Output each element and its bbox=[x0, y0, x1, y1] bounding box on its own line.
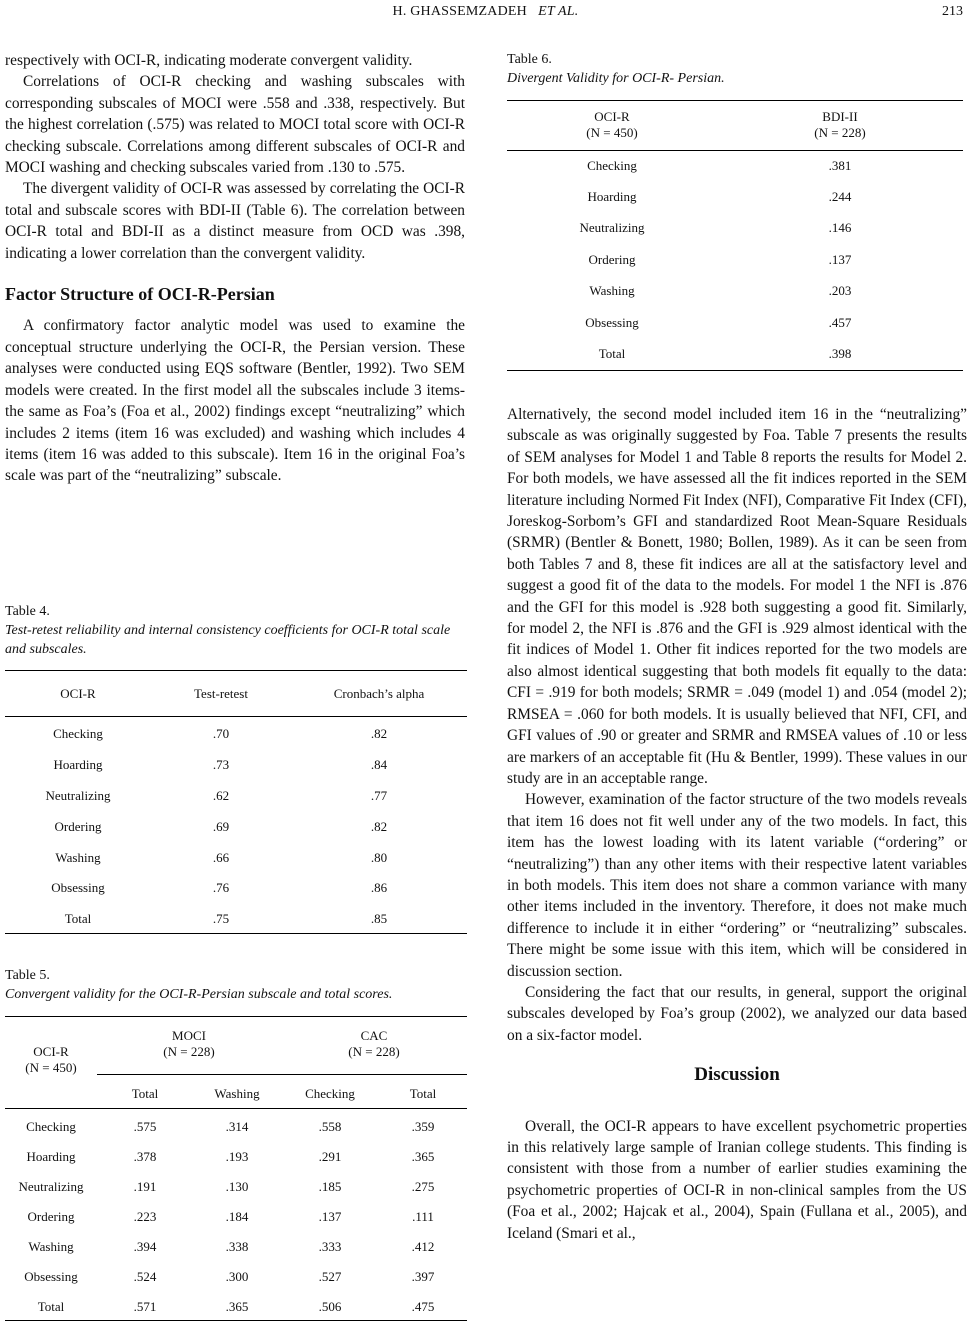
table4-header-cell: Test-retest bbox=[194, 685, 248, 701]
running-header bbox=[0, 0, 971, 24]
table5-caption bbox=[5, 966, 465, 1004]
table5-row bbox=[5, 1262, 467, 1292]
table4-row bbox=[5, 904, 467, 935]
table4-cell: .80 bbox=[370, 849, 388, 865]
table5-cell: .338 bbox=[225, 1239, 249, 1254]
left-paragraph-1: respectively with OCI-R, indicating moderate convergent validity. bbox=[5, 52, 413, 69]
table5-cell: Obsessing bbox=[24, 1269, 78, 1284]
table4-cell: Total bbox=[64, 911, 92, 927]
table4-cell: Ordering bbox=[54, 818, 102, 834]
table5-cell: .524 bbox=[133, 1269, 157, 1284]
section-heading-discussion: Discussion bbox=[694, 1064, 780, 1086]
section-heading-factor-structure: Factor Structure of OCI-R-Persian bbox=[5, 284, 275, 305]
table6-label: Table 6. bbox=[507, 52, 552, 67]
table6-cell: Obsessing bbox=[585, 314, 639, 330]
table4-row bbox=[5, 873, 467, 904]
table4-cell: Obsessing bbox=[51, 880, 105, 896]
table4-header-row bbox=[5, 676, 467, 711]
table5-cell: .575 bbox=[133, 1119, 157, 1134]
table5-cell: .291 bbox=[318, 1149, 342, 1164]
table4-bottom-rule bbox=[5, 933, 467, 934]
table4-caption bbox=[5, 602, 465, 659]
table5-cell: .506 bbox=[318, 1299, 342, 1314]
table4-header-cell: OCI-R bbox=[60, 685, 96, 701]
table6-row bbox=[507, 244, 963, 275]
table6-cell: Neutralizing bbox=[579, 220, 645, 236]
table4-cell: .82 bbox=[370, 818, 388, 834]
table5-cell: .527 bbox=[318, 1269, 342, 1284]
table6-top-rule bbox=[507, 100, 963, 101]
table4-row bbox=[5, 781, 467, 812]
table5-cell: .300 bbox=[225, 1269, 249, 1284]
right-paragraph-2: However, examination of the factor structure of the two models reveals that item 16 does not fit well under any of the two models. In fact, this item has the lowest loading with its latent variable (“ordering” or “neutralizing”) than any other items with their respective latent variables in both models. This item does not share a common variance with many other items included in the inventory. Therefore, it does not make much difference to include it in either “ordering” or “neutralizing” subscales. There might be some issue with this item, which will be considered in discussion section. bbox=[507, 791, 967, 980]
table6-cell: .398 bbox=[828, 346, 852, 362]
table5-subheader bbox=[97, 1080, 467, 1108]
table5-cell: .412 bbox=[411, 1239, 435, 1254]
page-number: 213 bbox=[942, 4, 963, 19]
table5-row bbox=[5, 1292, 467, 1322]
table4-cell: Checking bbox=[53, 726, 103, 742]
table5-subheader-row bbox=[97, 1080, 467, 1108]
table5-title: Convergent validity for the OCI-R-Persian subscale and total scores. bbox=[5, 987, 393, 1002]
table5-cell: .558 bbox=[318, 1119, 342, 1134]
table4-cell: .82 bbox=[370, 726, 388, 742]
table4-cell: .70 bbox=[212, 726, 230, 742]
table5-row bbox=[5, 1172, 467, 1202]
table4-cell: Hoarding bbox=[53, 757, 103, 773]
table4-top-rule bbox=[5, 670, 467, 671]
table5-cell: .365 bbox=[411, 1149, 435, 1164]
table4-cell: .85 bbox=[370, 911, 388, 927]
table6-header-bdi: BDI-II (N = 228) bbox=[814, 109, 866, 140]
running-head: H. GHASSEMZADEH ET AL. bbox=[392, 4, 579, 19]
table5-top-rule bbox=[5, 1016, 467, 1017]
table5-row bbox=[5, 1232, 467, 1262]
table5-cell: .137 bbox=[318, 1209, 342, 1224]
left-column-text bbox=[5, 50, 465, 487]
table5-cell: .571 bbox=[133, 1299, 157, 1314]
table6-caption bbox=[507, 50, 967, 88]
left-paragraph-2: Correlations of OCI-R checking and washing subscales with corresponding subscales of MOCI were .558 and .338, respectively. But the highest correlation (.575) was related to MOCI total score with OCI-R checking subscale. Correlations among different subscales of OCI-R and MOCI washing and checking subscales varied from .130 to .575. bbox=[5, 73, 465, 177]
table5 bbox=[5, 1112, 467, 1322]
table6-cell: Total bbox=[598, 346, 626, 362]
table5-group-moci: MOCI (N = 228) bbox=[163, 1028, 215, 1059]
table6-row bbox=[507, 307, 963, 338]
table5-subheader-cell: Total bbox=[131, 1086, 159, 1101]
table5-cell: .184 bbox=[225, 1209, 249, 1224]
table4-row bbox=[5, 719, 467, 750]
table5-cell: .378 bbox=[133, 1149, 157, 1164]
table6-row bbox=[507, 213, 963, 244]
table5-subheader-cell: Checking bbox=[305, 1086, 355, 1101]
table4-cell: .69 bbox=[212, 818, 230, 834]
table4-cell: .84 bbox=[370, 757, 388, 773]
table5-cell: Checking bbox=[26, 1119, 76, 1134]
table5-cell: Total bbox=[37, 1299, 65, 1314]
table6 bbox=[507, 150, 963, 370]
right-paragraph-1: Alternatively, the second model included item 16 in the “neutralizing” subscale as was originally suggested by Foa. Table 7 presents the results of SEM analyses for Model 1 and Table 8 reports the results for Model 2. For both models, we have assessed all the fit indices reported in the SEM literature including Normed Fit Index (NFI), Comparative Fit Index (CFI), Joreskog-Sorbom’s GFI and standardized Root Mean-Square Residuals (SRMR) (Bentler & Bonett, 1980; Bollen, 1989). As it can be seen from both Tables 7 and 8, these fit indices are all at the satisfactory level and suggest a good fit of the data to the models. For model 1 the NFI is .876 and the GFI for this model is .928 both suggesting a good fit. Similarly, for model 2, the NFI is .876 and the GFI is .929 almost identical with the fit indices of Model 1. Other fit indices reported for the two models are also almost identical suggesting that both models fit equally to the data: CFI = .919 for both models; SRMR = .049 (model 1) and .054 (model 2); RMSEA = .060 for both models. It is usually believed that NFI, CFI, and GFI values of .90 or greater and SRMR and RMSEA values of .10 or less are markers of an acceptable fit (Hu & Bentler, 1999). These values in our study are in an acceptable range. bbox=[507, 406, 967, 787]
table4-cell: .86 bbox=[370, 880, 388, 896]
table5-cell: Hoarding bbox=[26, 1149, 76, 1164]
table4-cell: .66 bbox=[212, 849, 230, 865]
right-paragraph-3: Considering the fact that our results, in general, support the original subscales developed by Foa’s group (2002), we analyzed our data based on a six-factor model. bbox=[507, 983, 967, 1044]
table6-cell: .146 bbox=[828, 220, 852, 236]
table5-cell: .475 bbox=[411, 1299, 435, 1314]
table5-label: Table 5. bbox=[5, 968, 50, 983]
table6-cell: .381 bbox=[828, 157, 852, 173]
table5-row-header: OCI-R (N = 450) bbox=[25, 1044, 77, 1075]
table5-cell: Neutralizing bbox=[18, 1179, 84, 1194]
table4-header-rule bbox=[5, 716, 467, 717]
left-paragraph-4: A confirmatory factor analytic model was used to examine the conceptual structure underlying the OCI-R, the Persian version. These analyses were conducted using EQS software (Bentler, 1992). Two SEM models were created. In the first model all the subscales include 3 items- the same as Foa’s (Foa et al., 2002) findings except “neutralizing” which includes 2 items (item 16 was excluded) and washing which includes 4 items (item 16 was added to this subscale). Item 16 in the original Foa’s scale was part of the “neutralizing” subscale. bbox=[5, 317, 465, 485]
table4-cell: Neutralizing bbox=[45, 787, 111, 803]
table6-cell: .244 bbox=[828, 189, 852, 205]
table6-row bbox=[507, 181, 963, 212]
left-paragraph-3: The divergent validity of OCI-R was assessed by correlating the OCI-R total and subscale scores with BDI-II (Table 6). The correlation between OCI-R total and BDI-II as a distinct measure from OCD was .398, indicating a lower correlation than the convergent validity. bbox=[5, 180, 465, 262]
table5-cell: .191 bbox=[133, 1179, 157, 1194]
table5-cell: .111 bbox=[412, 1209, 434, 1224]
table6-cell: Hoarding bbox=[587, 189, 637, 205]
table6-row bbox=[507, 150, 963, 181]
table5-row bbox=[5, 1142, 467, 1172]
table6-cell: Ordering bbox=[588, 251, 636, 267]
table5-cell: .185 bbox=[318, 1179, 342, 1194]
table6-cell: .457 bbox=[828, 314, 852, 330]
table6-cell: Washing bbox=[589, 283, 635, 299]
table5-cell: .333 bbox=[318, 1239, 342, 1254]
table6-cell: Checking bbox=[587, 157, 637, 173]
table6-header-ocir: OCI-R (N = 450) bbox=[586, 109, 638, 140]
table4-cell: .76 bbox=[212, 880, 230, 896]
table5-row bbox=[5, 1202, 467, 1232]
table4 bbox=[5, 676, 467, 935]
table5-header-rule bbox=[5, 1108, 467, 1109]
table5-cell: Washing bbox=[28, 1239, 74, 1254]
table4-title: Test-retest reliability and internal consistency coefficients for OCI-R total scale and subscales. bbox=[5, 623, 451, 657]
table4-header-cell: Cronbach’s alpha bbox=[333, 685, 425, 701]
table5-cell: .223 bbox=[133, 1209, 157, 1224]
table4-cell: .73 bbox=[212, 757, 230, 773]
table5-cell: .397 bbox=[411, 1269, 435, 1284]
table5-group-cac: CAC (N = 228) bbox=[348, 1028, 400, 1059]
table5-row bbox=[5, 1112, 467, 1142]
table6-row bbox=[507, 276, 963, 307]
table4-cell: .62 bbox=[212, 787, 230, 803]
table4-cell: .75 bbox=[212, 911, 230, 927]
table4-label: Table 4. bbox=[5, 604, 50, 619]
table4-cell: Washing bbox=[55, 849, 101, 865]
table5-subheader-cell: Total bbox=[409, 1086, 437, 1101]
table5-cell: .275 bbox=[411, 1179, 435, 1194]
table5-cell: .314 bbox=[225, 1119, 249, 1134]
right-paragraph-4: Overall, the OCI-R appears to have excellent psychometric properties in this relatively large sample of Iranian college students. This finding is consistent with those from a number of earlier studies examining the psychometric properties of OCI-R in non-clinical samples from the US (Foa et al., 2002; Hajcak et al., 2004), Spain (Fullana et al., 2005), and Iceland (Smari et al., bbox=[507, 1117, 967, 1242]
running-head-etal: ET AL. bbox=[538, 4, 579, 19]
table6-title: Divergent Validity for OCI-R- Persian. bbox=[507, 71, 725, 86]
table6-bottom-rule bbox=[507, 370, 963, 371]
table5-cell: .193 bbox=[225, 1149, 249, 1164]
table5-bottom-rule bbox=[5, 1320, 467, 1321]
table5-cell: Ordering bbox=[27, 1209, 75, 1224]
table6-cell: .137 bbox=[828, 251, 852, 267]
table5-cell: .394 bbox=[133, 1239, 157, 1254]
table5-group-rule bbox=[97, 1074, 467, 1075]
table4-row bbox=[5, 750, 467, 781]
table6-cell: .203 bbox=[828, 283, 852, 299]
table4-row bbox=[5, 811, 467, 842]
table4-cell: .77 bbox=[370, 787, 388, 803]
right-column-text bbox=[507, 404, 967, 1244]
table5-cell: .130 bbox=[225, 1179, 249, 1194]
table5-cell: .365 bbox=[225, 1299, 249, 1314]
table4-row bbox=[5, 842, 467, 873]
table6-row bbox=[507, 338, 963, 369]
table5-subheader-cell: Washing bbox=[214, 1086, 260, 1101]
table5-cell: .359 bbox=[411, 1119, 435, 1134]
